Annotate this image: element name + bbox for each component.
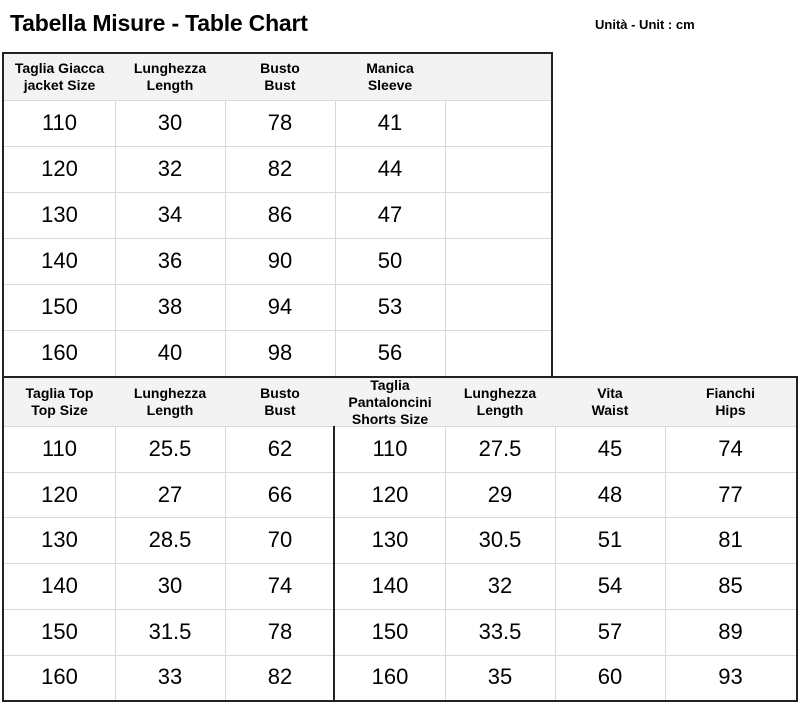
jacket-header-text: Taglia Giacca — [14, 60, 105, 76]
top-and-shorts-size-table — [2, 376, 798, 702]
top-cell: 78 — [267, 618, 293, 644]
shorts-cell: 160 — [371, 664, 409, 690]
jacket-header-text: jacket Size — [23, 77, 96, 93]
jacket-cell: 50 — [377, 248, 403, 273]
shorts-header-text: Vita — [597, 385, 623, 401]
shorts-header-text: Length — [476, 402, 524, 418]
top-cell: 110 — [41, 435, 78, 461]
shorts-cell: 33.5 — [478, 618, 522, 644]
shorts-cell: 57 — [597, 618, 623, 644]
jacket-cell: 140 — [41, 248, 78, 273]
top-header-cell — [225, 378, 335, 426]
top-cell: 31.5 — [148, 618, 192, 644]
jacket-cell: 90 — [267, 248, 293, 273]
top-header-text: Bust — [264, 402, 296, 418]
shorts-cell: 29 — [487, 481, 513, 507]
top-header-text: Busto — [260, 385, 300, 401]
shorts-cell: 51 — [597, 527, 623, 553]
jacket-cell — [445, 330, 551, 376]
shorts-header-cell — [445, 378, 555, 426]
jacket-header-text: Busto — [260, 60, 300, 76]
shorts-cell: 48 — [597, 481, 623, 507]
shorts-cell: 81 — [718, 527, 743, 553]
top-cell: 33 — [157, 664, 183, 690]
shorts-header-text: Lunghezza — [463, 385, 537, 401]
top-cell: 66 — [267, 481, 293, 507]
jacket-cell — [445, 146, 551, 192]
shorts-header-text: Pantaloncini — [348, 393, 432, 410]
jacket-cell: 53 — [377, 294, 403, 319]
shorts-cell: 60 — [597, 664, 623, 690]
shorts-header-text: Waist — [591, 402, 629, 418]
jacket-cell: 41 — [377, 110, 403, 135]
top-cell: 30 — [157, 572, 183, 598]
jacket-cell: 98 — [267, 340, 293, 365]
jacket-cell: 78 — [267, 110, 293, 135]
jacket-cell: 82 — [267, 156, 293, 181]
shorts-cell: 130 — [371, 527, 409, 553]
shorts-cell: 35 — [487, 664, 513, 690]
shorts-header-cell — [555, 378, 665, 426]
top-cell: 25.5 — [148, 435, 192, 461]
shorts-cell: 77 — [718, 481, 743, 507]
shorts-header-cell — [665, 378, 796, 426]
top-cell: 140 — [41, 572, 78, 598]
shorts-header-text: Hips — [715, 402, 746, 418]
page-title: Tabella Misure - Table Chart — [10, 10, 308, 36]
top-cell: 70 — [267, 527, 293, 553]
jacket-cell: 34 — [157, 202, 183, 227]
jacket-cell: 56 — [377, 340, 403, 365]
top-cell: 27 — [157, 481, 183, 507]
top-cell: 130 — [41, 527, 78, 553]
shorts-header-cell — [335, 378, 445, 426]
top-cell: 150 — [41, 618, 78, 644]
jacket-header-cell — [115, 54, 225, 100]
jacket-cell: 86 — [267, 202, 293, 227]
jacket-cell: 47 — [377, 202, 403, 227]
jacket-header-text: Length — [146, 77, 194, 93]
shorts-cell: 93 — [718, 664, 743, 690]
shorts-header-text: Taglia — [370, 376, 410, 393]
top-header-text: Top Size — [31, 402, 88, 418]
jacket-cell — [445, 192, 551, 238]
jacket-cell — [445, 238, 551, 284]
jacket-size-table — [2, 52, 553, 378]
shorts-header-text: Shorts Size — [351, 410, 429, 427]
jacket-cell: 40 — [157, 340, 183, 365]
shorts-cell: 85 — [718, 572, 743, 598]
jacket-cell: 94 — [267, 294, 293, 319]
top-cell: 120 — [41, 481, 78, 507]
top-cell: 28.5 — [148, 527, 192, 553]
top-cell: 82 — [267, 664, 293, 690]
jacket-cell: 38 — [157, 294, 183, 319]
shorts-cell: 30.5 — [478, 527, 522, 553]
jacket-cell: 36 — [157, 248, 183, 273]
jacket-cell: 130 — [41, 202, 78, 227]
jacket-cell: 120 — [41, 156, 78, 181]
jacket-header-cell — [445, 54, 551, 100]
jacket-header-cell — [335, 54, 445, 100]
jacket-header-cell — [225, 54, 335, 100]
jacket-header-text: Lunghezza — [133, 60, 207, 76]
jacket-header-text: Manica — [366, 60, 414, 76]
shorts-cell: 140 — [371, 572, 409, 598]
jacket-cell: 30 — [157, 110, 183, 135]
shorts-cell: 110 — [372, 435, 408, 461]
jacket-cell: 44 — [377, 156, 403, 181]
top-cell: 160 — [41, 664, 78, 690]
shorts-header-text: Fianchi — [705, 385, 755, 401]
shorts-cell: 74 — [718, 435, 743, 461]
jacket-cell — [445, 284, 551, 330]
jacket-cell: 32 — [157, 156, 183, 181]
shorts-cell: 32 — [487, 572, 513, 598]
top-header-text: Lunghezza — [133, 385, 207, 401]
top-header-text: Length — [146, 402, 194, 418]
jacket-cell: 150 — [41, 294, 78, 319]
jacket-header-text: Sleeve — [367, 77, 413, 93]
shorts-cell: 89 — [718, 618, 743, 644]
shorts-cell: 27.5 — [478, 435, 522, 461]
jacket-cell: 110 — [41, 110, 78, 135]
top-header-cell — [115, 378, 225, 426]
jacket-header-cell — [4, 54, 115, 100]
jacket-cell — [445, 100, 551, 146]
shorts-cell: 150 — [371, 618, 409, 644]
top-header-cell — [4, 378, 115, 426]
shorts-cell: 120 — [371, 481, 409, 507]
jacket-header-text: Bust — [264, 77, 296, 93]
unit-label: Unità - Unit : cm — [595, 17, 695, 32]
shorts-cell: 45 — [597, 435, 623, 461]
jacket-cell: 160 — [41, 340, 78, 365]
top-cell: 62 — [267, 435, 293, 461]
shorts-cell: 54 — [597, 572, 623, 598]
top-cell: 74 — [267, 572, 293, 598]
top-header-text: Taglia Top — [25, 385, 94, 401]
